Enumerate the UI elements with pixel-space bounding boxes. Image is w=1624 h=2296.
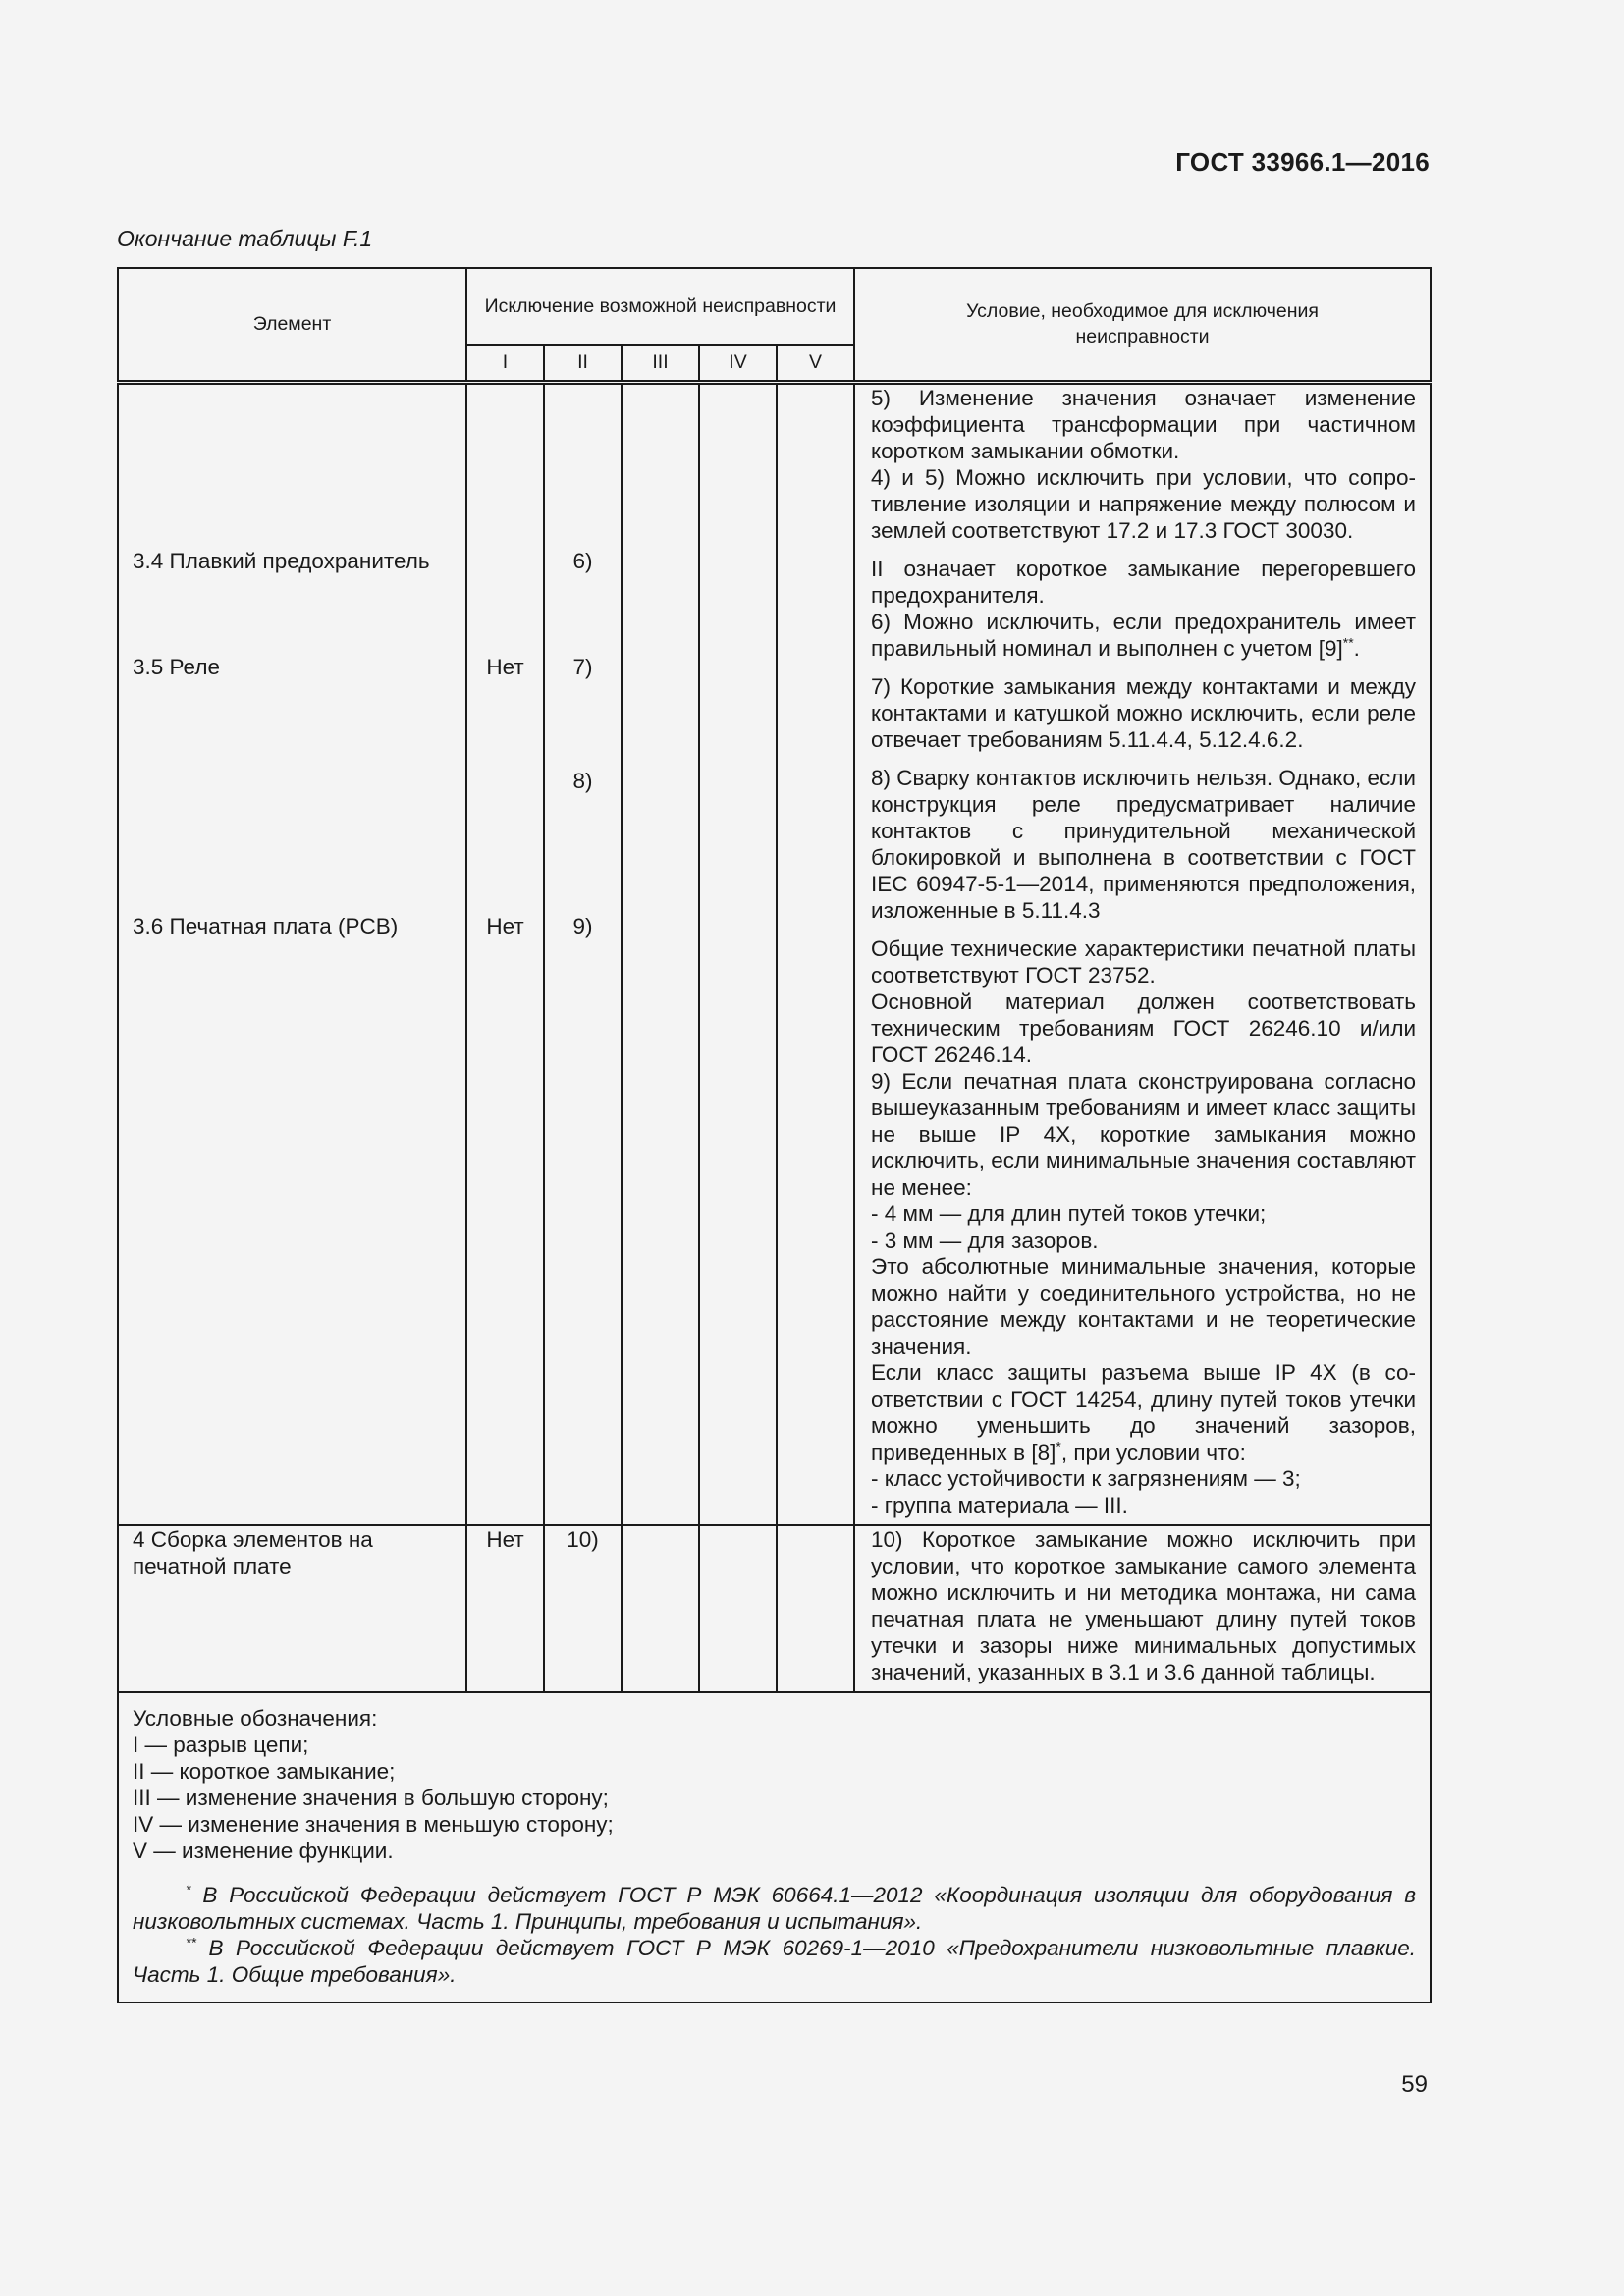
legend-cell (118, 1692, 1431, 2002)
cond-pcb-3: 9) Если печатная плата сконструирована согласно вышеуказанным требованиям и имеет класс защиты не выше IP 4X, короткие замыкания можно исключить, если минимальные значения составляют не менее: (871, 1068, 1417, 1200)
footnote-2: ** В Российской Федерации действует ГОСТ Р МЭК 60269-1—2010 «Предохранители низковольтные плавкие. Часть 1. Общие требования». (133, 1934, 1417, 1987)
cond-assembly: 10) Короткое замыкание можно исключить при условии, что короткое замыкание самого элемента можно исключить и ни методика монтажа, ни сама печатная плата не уменьшают длину путей токов утечки и зазоры ниже минимальных допустимых значений, указанных в 3.1 и 3.6 данной таблицы. (854, 1525, 1431, 1692)
relay-I: Нет (486, 654, 524, 679)
pcb-II: 9) (572, 913, 593, 938)
footnote-1: * В Российской Федерации действует ГОСТ Р МЭК 60664.1—2012 «Координация изоляции для оборудования в низковольтных системах. Часть 1. Принципы, требования и испытания». (133, 1881, 1417, 1934)
assembly-I: Нет (466, 1525, 544, 1692)
document-header: ГОСТ 33966.1—2016 (1175, 147, 1430, 177)
subheader-IV: IV (699, 345, 777, 382)
cond-fuse-1: II означает короткое замыкание перегоревшего предохранителя. (871, 556, 1417, 608)
condition-column (854, 382, 1431, 1525)
element-column (118, 382, 466, 1525)
legend-item: V — изменение функции. (133, 1838, 394, 1863)
cond-pcb-6: Это абсолютные минимальные значения, которые можно найти у соединительного устройства, но не расстояние между контактами и не теоретические значения. (871, 1254, 1417, 1359)
col-I (466, 382, 544, 1525)
col-V (777, 382, 854, 1525)
cond-relay: 7) Короткие замыкания между контактами и между контактами и катушкой можно исключить, если реле отвечает требованиям 5.11.4.4, 5.12.4.6.2. (871, 673, 1417, 752)
cond-pcb-2: Основной материал должен соответствовать техническим требованиям ГОСТ 26246.10 и/или ГОСТ 26246.14. (871, 988, 1417, 1067)
cond-pcb-8: - класс устойчивости к загрязнениям — 3; (871, 1466, 1301, 1491)
cond-transformer-2: 4) и 5) Можно исключить при условии, что сопротивление изоляции и напряжение между полюсом и землей соответствуют 17.2 и 17.3 ГОСТ 30030. (871, 464, 1417, 543)
footnotes (133, 1882, 1416, 1988)
cond-transformer-1: 5) Изменение значения означает изменение коэффициента трансформации при частичном коротком замыкании обмотки. (871, 385, 1417, 463)
assembly-III (622, 1525, 699, 1692)
cond-pcb-1: Общие технические характеристики печатной платы соответствуют ГОСТ 23752. (871, 935, 1417, 988)
header-condition: Условие, необходимое для исключения неисправности (854, 268, 1431, 382)
cond-pcb-7: Если класс защиты разъема выше IP 4X (в соответствии с ГОСТ 14254, длину путей токов утечки можно уменьшить до значений зазоров, приведенных в [8]*, при условии что: (871, 1360, 1417, 1465)
table-row-legend (118, 1692, 1431, 2002)
cond-pcb-9: - группа материала — III. (871, 1492, 1128, 1518)
legend-title: Условные обозначения: (133, 1705, 378, 1731)
assembly-IV (699, 1525, 777, 1692)
element-fuse: 3.4 Плавкий предохранитель (133, 548, 430, 573)
element-assembly: 4 Сборка элементов на печатной плате (118, 1525, 466, 1692)
col-IV (699, 382, 777, 1525)
subheader-III: III (622, 345, 699, 382)
cond-relay-weld: 8) Сварку контактов исключить нельзя. Однако, если конструкция реле предусматривает наличие контактов с принудительной механической блокировкой и выполнена в соответствии с ГОСТ IEC 60947-5-1—2014, применяются предположения, изложенные в 5.11.4.3 (871, 765, 1417, 923)
cond-pcb-5: - 3 мм — для зазоров. (871, 1227, 1099, 1253)
cond-fuse-2: 6) Можно исключить, если предохранитель имеет правильный номинал и выполнен с учетом [9]**. (871, 609, 1417, 661)
fault-exclusion-table (117, 267, 1432, 2003)
subheader-I: I (466, 345, 544, 382)
header-exclusion: Исключение возможной неисправности (466, 268, 854, 345)
element-relay: 3.5 Реле (133, 654, 220, 679)
fuse-II: 6) (572, 548, 593, 573)
legend-item: II — короткое замыкание; (133, 1758, 396, 1784)
relay-II: 7) (572, 654, 593, 679)
pcb-I: Нет (486, 913, 524, 938)
legend-item: IV — изменение значения в меньшую сторону; (133, 1811, 614, 1837)
col-II (544, 382, 622, 1525)
subheader-II: II (544, 345, 622, 382)
legend-item: I — разрыв цепи; (133, 1732, 309, 1757)
col-III (622, 382, 699, 1525)
cond-pcb-4: - 4 мм — для длин путей токов утечки; (871, 1201, 1267, 1226)
table-row-body (118, 382, 1431, 1525)
table-caption: Окончание таблицы F.1 (117, 226, 373, 251)
table-row-assembly (118, 1525, 1431, 1692)
relay-weld-II: 8) (572, 768, 593, 793)
subheader-V: V (777, 345, 854, 382)
assembly-V (777, 1525, 854, 1692)
legend-item: III — изменение значения в большую сторону; (133, 1785, 609, 1810)
element-pcb: 3.6 Печатная плата (PCB) (133, 913, 399, 938)
assembly-II: 10) (544, 1525, 622, 1692)
header-element: Элемент (118, 268, 466, 382)
page-number: 59 (1401, 2071, 1428, 2098)
